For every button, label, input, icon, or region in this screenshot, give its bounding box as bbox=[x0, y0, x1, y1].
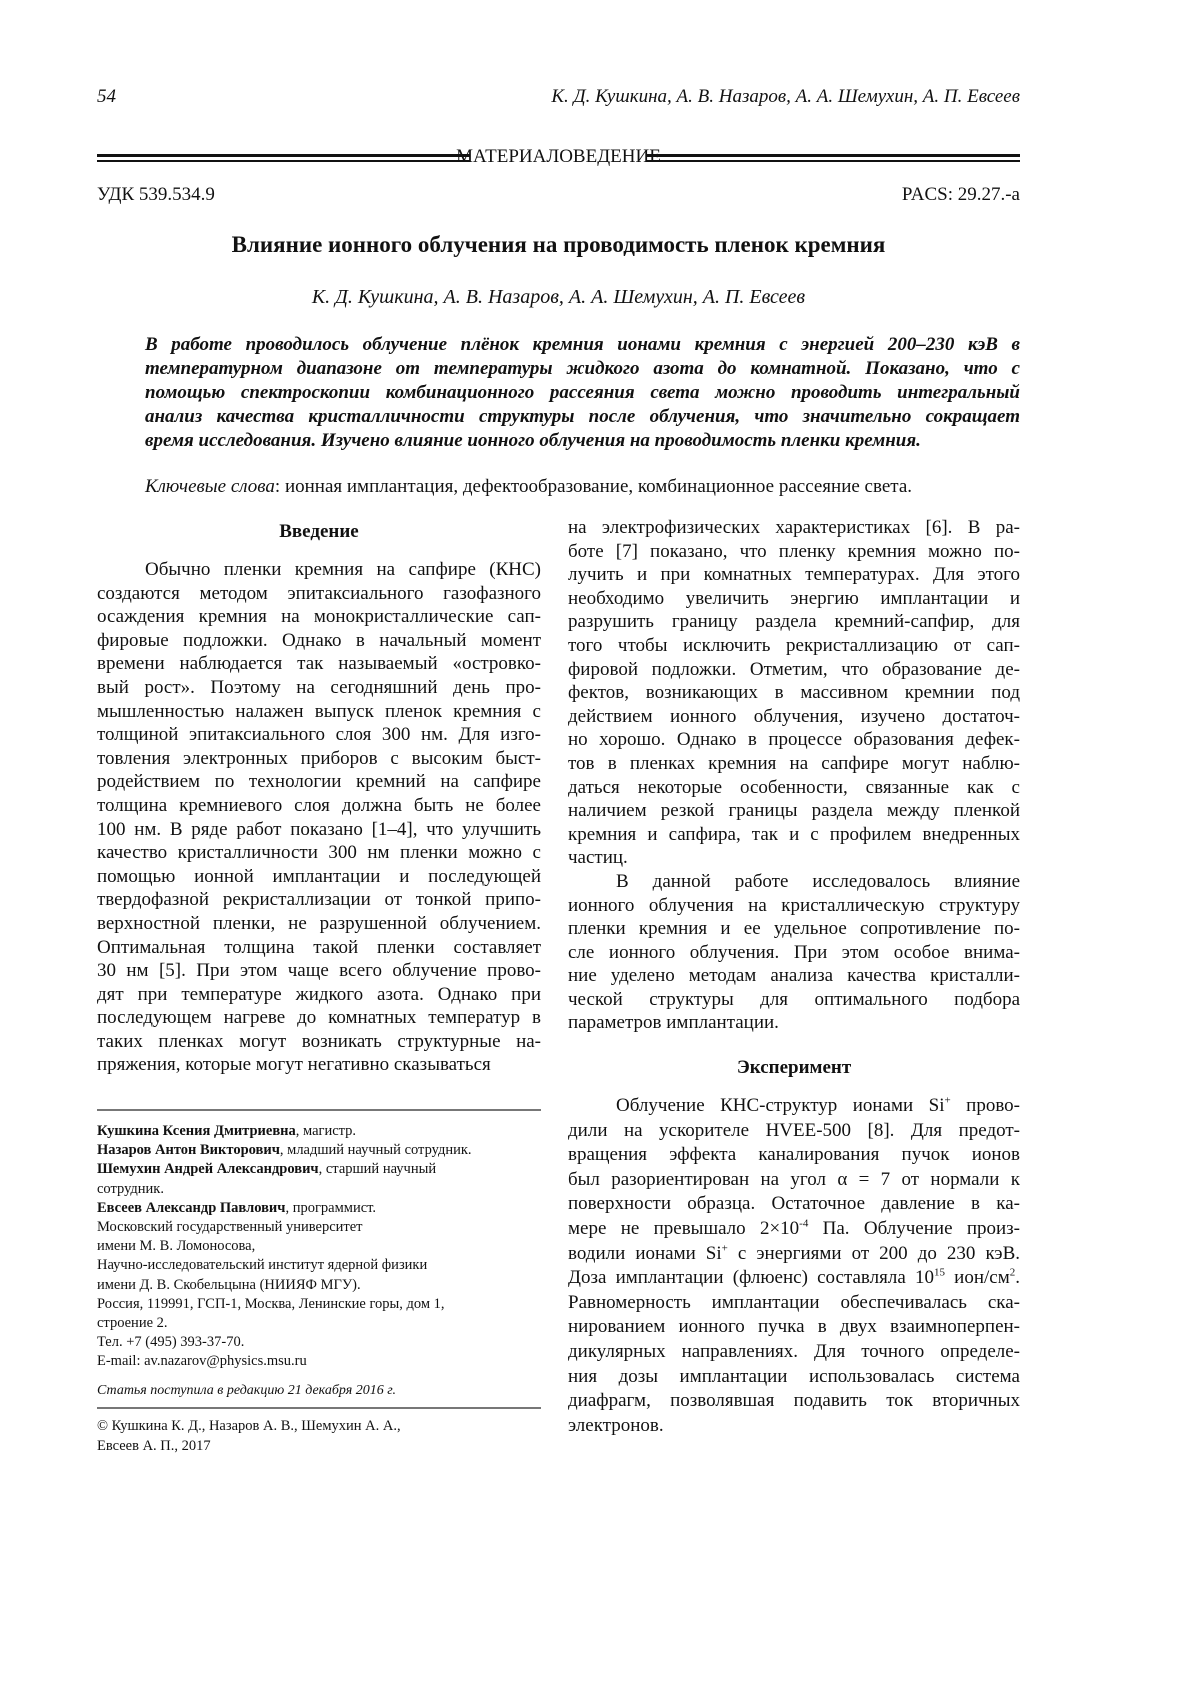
author-name: Шемухин Андрей Александрович bbox=[97, 1161, 319, 1177]
text-line: даться некоторые особенности, связанные как с bbox=[568, 776, 1020, 800]
text-line: верхностной пленки, не разрушенной облучением. bbox=[97, 912, 541, 936]
text-line bbox=[568, 1414, 1020, 1439]
footnote-line bbox=[97, 1295, 541, 1314]
text-line: 100 нм. В ряде работ показано [1–4], что улучшить bbox=[97, 818, 541, 842]
superscript: -4 bbox=[799, 1218, 808, 1230]
text-line: времени наблюдается так называемый «островко- bbox=[97, 652, 541, 676]
footnote-line bbox=[97, 1218, 541, 1237]
superscript: + bbox=[722, 1242, 728, 1254]
experiment-heading: Эксперимент bbox=[568, 1056, 1020, 1094]
footnote-line bbox=[97, 1199, 541, 1218]
rubric-rule-right bbox=[647, 154, 1020, 162]
text-line: В данной работе исследовалось влияние bbox=[568, 870, 1020, 894]
footnote-line bbox=[97, 1256, 541, 1275]
copyright-divider bbox=[97, 1407, 541, 1409]
intro-heading: Введение bbox=[97, 520, 541, 558]
text-line: 30 нм [5]. При этом чаще всего облучение прово- bbox=[97, 959, 541, 983]
text-line: фировые подложки. Однако в начальный момент bbox=[97, 629, 541, 653]
text-line: температурном диапазоне от температуры жидкого азота до комнатной. Показано, что с bbox=[145, 357, 1020, 381]
text-run: поверхности образца. Остаточное давление в ка- bbox=[568, 1193, 1020, 1214]
text-line: толщина кремниевого слоя должна быть не более bbox=[97, 794, 541, 818]
text-line bbox=[568, 1143, 1020, 1168]
footnote-line bbox=[97, 1160, 541, 1179]
author-name: Кушкина Ксения Дмитриевна bbox=[97, 1123, 296, 1139]
text-line: сле ионного облучения. При этом особое внима- bbox=[568, 941, 1020, 965]
superscript: 2 bbox=[1010, 1267, 1016, 1279]
intro-paragraph bbox=[97, 558, 541, 1077]
text-run: с энергиями от 200 до 230 кэВ. bbox=[728, 1243, 1020, 1264]
footnote-text: E-mail: av.nazarov@physics.msu.ru bbox=[97, 1353, 307, 1369]
intro-paragraph-continued bbox=[568, 516, 1020, 870]
text-line: пряжения, которые могут негативно сказываться bbox=[97, 1053, 541, 1077]
text-line: дят при температуре жидкого азота. Однако при bbox=[97, 983, 541, 1007]
footnote-line bbox=[97, 1122, 541, 1141]
article-title: Влияние ионного облучения на проводимость пленок кремния bbox=[97, 232, 1020, 258]
footnote-line bbox=[97, 1333, 541, 1352]
text-line: разрушить границу раздела кремний-сапфир, для bbox=[568, 610, 1020, 634]
text-run: Облучение КНС-структур ионами Si bbox=[616, 1095, 944, 1116]
abstract bbox=[145, 333, 1020, 453]
footnote-line bbox=[97, 1180, 541, 1199]
superscript: 15 bbox=[934, 1267, 945, 1279]
text-line: осаждения кремния на монокристаллические сап- bbox=[97, 605, 541, 629]
keywords-text: : ионная имплантация, дефектообразование, комбинационное рассеяние света. bbox=[275, 476, 912, 497]
text-line: вый рост». Поэтому на сегодняшний день про- bbox=[97, 676, 541, 700]
superscript: + bbox=[944, 1095, 950, 1107]
text-line bbox=[568, 1340, 1020, 1365]
section-rubric bbox=[97, 148, 1020, 172]
text-run: нированием ионного пучка в двух взаимноперпен- bbox=[568, 1316, 1020, 1337]
author-footnote bbox=[97, 1122, 541, 1372]
text-run: ния дозы имплантации использовалась система bbox=[568, 1366, 1020, 1387]
text-run: вращения эффекта каналирования пучок ионов bbox=[568, 1144, 1020, 1165]
udk-code: УДК 539.534.9 bbox=[97, 184, 215, 206]
text-line: Оптимальная толщина такой пленки составляет bbox=[97, 936, 541, 960]
right-column bbox=[568, 516, 1020, 1438]
footnote-text: Московский государственный университет bbox=[97, 1219, 363, 1235]
footnote-divider bbox=[97, 1109, 541, 1111]
text-run: диафрагм, позволявшая подавить ток вторичных bbox=[568, 1390, 1020, 1411]
text-run: Па. Облучение произ- bbox=[808, 1218, 1020, 1239]
text-line: параметров имплантации. bbox=[568, 1011, 1020, 1035]
text-run: дикулярных направлениях. Для точного определе- bbox=[568, 1341, 1020, 1362]
text-line: ние уделено методам анализа качества кристалли- bbox=[568, 964, 1020, 988]
text-line bbox=[568, 1389, 1020, 1414]
text-line: тов в пленках кремния на сапфире могут наблю- bbox=[568, 752, 1020, 776]
footnote-line bbox=[97, 1141, 541, 1160]
text-line: Обычно пленки кремния на сапфире (КНС) bbox=[97, 558, 541, 582]
text-run: дили на ускорителе HVEE-500 [8]. Для предот- bbox=[568, 1120, 1020, 1141]
text-line bbox=[568, 1168, 1020, 1193]
footnote-line bbox=[97, 1314, 541, 1333]
footnote-line bbox=[97, 1276, 541, 1295]
text-line: ческой структуры для оптимального подбора bbox=[568, 988, 1020, 1012]
text-line: на электрофизических характеристиках [6]. В ра- bbox=[568, 516, 1020, 540]
text-run: Равномерность имплантации обеспечивалась ска- bbox=[568, 1292, 1020, 1313]
text-line: боте [7] показано, что пленку кремния можно по- bbox=[568, 540, 1020, 564]
text-line: таких пленках могут возникать структурные на- bbox=[97, 1030, 541, 1054]
text-run: электронов. bbox=[568, 1415, 664, 1436]
text-line: лучить и при комнатных температурах. Для этого bbox=[568, 563, 1020, 587]
text-line: родействием по технологии кремний на сапфире bbox=[97, 770, 541, 794]
article-authors: К. Д. Кушкина, А. В. Назаров, А. А. Шемухин, А. П. Евсеев bbox=[97, 286, 1020, 309]
rubric-label: МАТЕРИАЛОВЕДЕНИЕ bbox=[97, 146, 1020, 168]
text-line: создаются методом эпитаксиального газофазного bbox=[97, 582, 541, 606]
text-run: был разориентирован на угол α = 7 от нормали к bbox=[568, 1169, 1020, 1190]
text-line: качество кристалличности 300 нм пленки можно с bbox=[97, 841, 541, 865]
author-name: Евсеев Александр Павлович bbox=[97, 1200, 285, 1216]
text-line: время исследования. Изучено влияние ионного облучения на проводимость пленки кремния. bbox=[145, 429, 1020, 453]
footnote-text: Научно-исследовательский институт ядерной физики bbox=[97, 1257, 427, 1273]
footnote-text: имени М. В. Ломоносова, bbox=[97, 1238, 255, 1254]
text-line: фировой подложки. Отметим, что образование де- bbox=[568, 658, 1020, 682]
text-line bbox=[568, 1315, 1020, 1340]
author-name: Назаров Антон Викторович bbox=[97, 1142, 280, 1158]
pacs-code: PACS: 29.27.-a bbox=[902, 184, 1020, 206]
text-line: того чтобы исключить рекристаллизацию от сап- bbox=[568, 634, 1020, 658]
keywords-label: Ключевые слова bbox=[145, 476, 275, 497]
text-line bbox=[568, 1365, 1020, 1390]
copyright bbox=[97, 1416, 401, 1456]
text-line bbox=[568, 1291, 1020, 1316]
text-run: ион/см bbox=[945, 1267, 1010, 1288]
text-line: толщиной эпитаксиального слоя 300 нм. Для изго- bbox=[97, 723, 541, 747]
text-line: помощью спектроскопии комбинационного рассеяния света можно проводить интегральный bbox=[145, 381, 1020, 405]
text-line: ионного облучения на кристаллическую структуру bbox=[568, 894, 1020, 918]
text-line: действием ионного облучения, изучено достаточ- bbox=[568, 705, 1020, 729]
experiment-paragraph bbox=[568, 1094, 1020, 1438]
footnote-text: имени Д. В. Скобельцына (НИИЯФ МГУ). bbox=[97, 1277, 361, 1293]
text-line: товления электронных приборов с высоким быст- bbox=[97, 747, 541, 771]
text-line: твердофазной рекристаллизации от тонкой припо- bbox=[97, 888, 541, 912]
left-column bbox=[97, 520, 541, 1077]
footnote-line bbox=[97, 1237, 541, 1256]
text-run: прово- bbox=[951, 1095, 1020, 1116]
received-date: Статья поступила в редакцию 21 декабря 2016 г. bbox=[97, 1383, 396, 1399]
text-run: Доза имплантации (флюенс) составляла 10 bbox=[568, 1267, 934, 1288]
footnote-text: , младший научный сотрудник. bbox=[280, 1142, 472, 1158]
text-line bbox=[568, 1192, 1020, 1217]
text-line bbox=[568, 1217, 1020, 1242]
footnote-text: , программист. bbox=[285, 1200, 376, 1216]
copyright-line: © Кушкина К. Д., Назаров А. В., Шемухин А. А., bbox=[97, 1416, 401, 1436]
text-line: В работе проводилось облучение плёнок кремния ионами кремния с энергией 200–230 кэВ в bbox=[145, 333, 1020, 357]
footnote-line bbox=[97, 1352, 541, 1371]
footnote-text: строение 2. bbox=[97, 1315, 168, 1331]
text-run: . bbox=[1015, 1267, 1020, 1288]
text-run: мере не превышало 2×10 bbox=[568, 1218, 799, 1239]
text-line: наличием резкой границы раздела между пленкой bbox=[568, 799, 1020, 823]
footnote-text: Россия, 119991, ГСП-1, Москва, Ленинские горы, дом 1, bbox=[97, 1296, 445, 1312]
text-line: последующем нагреве до комнатных температур в bbox=[97, 1006, 541, 1030]
text-line: кремния и сапфира, так и с профилем внедренных bbox=[568, 823, 1020, 847]
text-line: необходимо увеличить энергию имплантации и bbox=[568, 587, 1020, 611]
intro-paragraph-2 bbox=[568, 870, 1020, 1035]
text-line bbox=[568, 1119, 1020, 1144]
text-line: но хорошо. Однако в процессе образования дефек- bbox=[568, 728, 1020, 752]
footnote-text: Тел. +7 (495) 393-37-70. bbox=[97, 1334, 244, 1350]
page-number: 54 bbox=[97, 86, 116, 108]
text-run: водили ионами Si bbox=[568, 1243, 722, 1264]
text-line bbox=[568, 1266, 1020, 1291]
text-line bbox=[568, 1094, 1020, 1119]
text-line: мышленностью налажен выпуск пленок кремния с bbox=[97, 700, 541, 724]
text-line: пленки кремния и ее удельное сопротивление по- bbox=[568, 917, 1020, 941]
text-line: помощью ионной имплантации и последующей bbox=[97, 865, 541, 889]
footnote-text: сотрудник. bbox=[97, 1181, 164, 1197]
keywords bbox=[145, 476, 1020, 498]
copyright-line: Евсеев А. П., 2017 bbox=[97, 1436, 401, 1456]
text-line: частиц. bbox=[568, 846, 1020, 870]
text-line: анализ качества кристалличности структуры после облучения, что значительно сокращает bbox=[145, 405, 1020, 429]
text-line bbox=[568, 1242, 1020, 1267]
footnote-text: , магистр. bbox=[296, 1123, 356, 1139]
running-header-authors: К. Д. Кушкина, А. В. Назаров, А. А. Шемухин, А. П. Евсеев bbox=[551, 86, 1020, 108]
text-line: фектов, возникающих в массивном кремнии под bbox=[568, 681, 1020, 705]
footnote-text: , старший научный bbox=[319, 1161, 436, 1177]
